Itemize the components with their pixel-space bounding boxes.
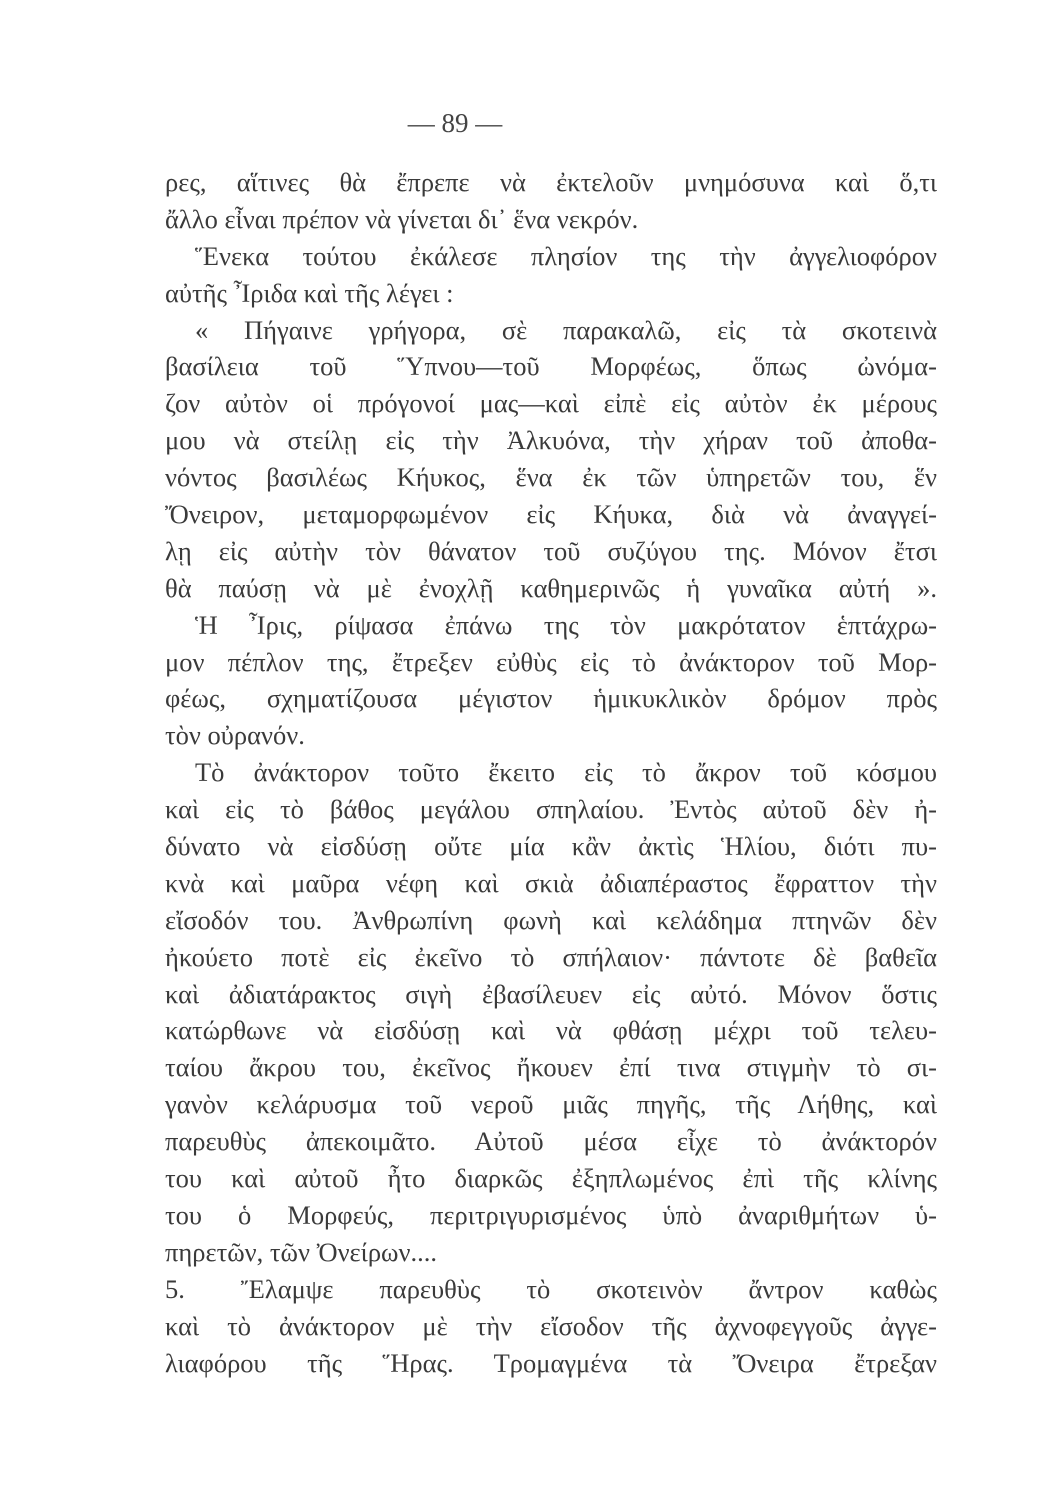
text-line [165,1234,937,1271]
text-line [165,976,937,1013]
page-number: — 89 — [407,108,503,138]
text-line [165,1271,937,1308]
text-line [165,902,937,939]
text-line [165,164,937,201]
line-text: κατώρθωνε νὰ εἰσδύσῃ καὶ νὰ φθάσῃ μέχρι τοῦ τελευ- [165,1015,937,1046]
line-text: θὰ παύσῃ νὰ μὲ ἐνοχλῇ καθημερινῶς ἡ γυναῖκα αὐτή ». [165,572,937,603]
text-line [165,201,937,238]
line-text: ρες, αἵτινες θὰ ἔπρεπε νὰ ἐκτελοῦν μνημόσυνα καὶ ὅ,τι [165,167,937,197]
line-text: του ὁ Μορφεύς, περιτριγυρισμένος ὑπὸ ἀναριθμήτων ὑ- [165,1199,937,1230]
line-text: ἠκούετο ποτὲ εἰς ἐκεῖνο τὸ σπήλαιον· πάντοτε δὲ βαθεῖα [165,941,937,972]
text-line [165,1345,937,1382]
text-line [165,865,937,902]
line-text: καὶ τὸ ἀνάκτορον μὲ τὴν εἴσοδον τῆς ἀχνοφεγγοῦς ἀγγε- [165,1310,937,1341]
text-line [165,238,937,275]
text-line [165,496,937,533]
text-line [165,1012,937,1049]
text-line [165,717,937,754]
text-line [165,570,937,607]
line-text: Τὸ ἀνάκτορον τοῦτο ἔκειτο εἰς τὸ ἄκρον τοῦ κόσμου [195,757,937,788]
line-text: ζον αὐτὸν οἱ πρόγονοί μας—καὶ εἰπὲ εἰς αὐτὸν ἐκ μέρους [165,388,937,419]
line-text: λῃ εἰς αὐτὴν τὸν θάνατον τοῦ συζύγου της. Μόνον ἔτσι [165,535,937,566]
text-line [165,791,937,828]
text-line [165,533,937,570]
text-line [165,422,937,459]
line-text: τὸν οὐρανόν. [165,720,305,751]
line-text: « Πήγαινε γρήγορα, σὲ παρακαλῶ, εἰς τὰ σκοτεινὰ [195,314,937,345]
line-text: πηρετῶν, τῶν Ὀνείρων.... [165,1236,437,1267]
line-text: παρευθὺς ἀπεκοιμᾶτο. Αὐτοῦ μέσα εἶχε τὸ ἀνάκτορόν [165,1126,937,1157]
line-text: ταίου ἄκρου του, ἐκεῖνος ἤκουεν ἐπί τινα στιγμὴν τὸ σι- [165,1052,937,1083]
text-line [165,312,937,349]
text-line [165,828,937,865]
text-line [165,1123,937,1160]
body-text [165,164,937,1381]
line-text: βασίλεια τοῦ Ὕπνου—τοῦ Μορφέως, ὅπως ὠνόμα- [165,351,937,382]
text-line [165,754,937,791]
line-text: κνὰ καὶ μαῦρα νέφη καὶ σκιὰ ἀδιαπέραστος ἔφραττον τὴν [165,867,937,898]
text-line [165,1086,937,1123]
text-line [165,939,937,976]
line-text: λιαφόρου τῆς Ἥρας. Τρομαγμένα τὰ Ὄνειρα ἔτρεξαν [165,1347,937,1378]
text-line [165,1049,937,1086]
line-text: Ἔλαμψε παρευθὺς τὸ σκοτεινὸν ἄντρον καθὼς [240,1273,937,1304]
text-line [165,385,937,422]
line-text: ἄλλο εἶναι πρέπον νὰ γίνεται δι᾽ ἕνα νεκρόν. [165,203,639,234]
line-text: καὶ εἰς τὸ βάθος μεγάλου σπηλαίου. Ἐντὸς αὐτοῦ δὲν ἠ- [165,794,937,825]
line-text: Ἕνεκα τούτου ἐκάλεσε πλησίον της τὴν ἀγγελιοφόρον [195,240,937,271]
section-number: 5. [165,1273,185,1304]
line-text: καὶ ἀδιατάρακτος σιγὴ ἐβασίλευεν εἰς αὐτό. Μόνον ὅστις [165,978,937,1009]
line-text: δύνατο νὰ εἰσδύσῃ οὔτε μία κἂν ἀκτὶς Ἡλίου, διότι πυ- [165,831,937,862]
line-text: Ἡ Ἶρις, ρίψασα ἐπάνω της τὸν μακρότατον ἑπτάχρω- [195,609,937,640]
line-text: νόντος βασιλέως Κήυκος, ἕνα ἐκ τῶν ὑπηρετῶν του, ἕν [165,462,937,493]
line-text: αὐτῆς Ἶριδα καὶ τῆς λέγει : [165,277,454,308]
text-line [165,1308,937,1345]
line-text: εἴσοδόν του. Ἀνθρωπίνη φωνὴ καὶ κελάδημα πτηνῶν δὲν [165,904,937,935]
text-line [165,275,937,312]
text-line [165,348,937,385]
line-text: γανὸν κελάρυσμα τοῦ νεροῦ μιᾶς πηγῆς, τῆς Λήθης, καὶ [165,1089,937,1120]
text-line [165,644,937,681]
text-line [165,1197,937,1234]
line-text: φέως, σχηματίζουσα μέγιστον ἡμικυκλικὸν δρόμον πρὸς [165,683,937,714]
line-text: Ὄνειρον, μεταμορφωμένον εἰς Κήυκα, διὰ νὰ ἀναγγεί- [165,499,937,530]
text-line [165,1160,937,1197]
text-line [165,607,937,644]
text-line [165,680,937,717]
text-line [165,459,937,496]
line-text: μον πέπλον της, ἔτρεξεν εὐθὺς εἰς τὸ ἀνάκτορον τοῦ Μορ- [165,646,937,677]
line-text: μου νὰ στείλῃ εἰς τὴν Ἀλκυόνα, τὴν χήραν τοῦ ἀποθα- [165,425,937,456]
line-text: του καὶ αὐτοῦ ἦτο διαρκῶς ἐξηπλωμένος ἐπὶ τῆς κλίνης [165,1163,937,1194]
